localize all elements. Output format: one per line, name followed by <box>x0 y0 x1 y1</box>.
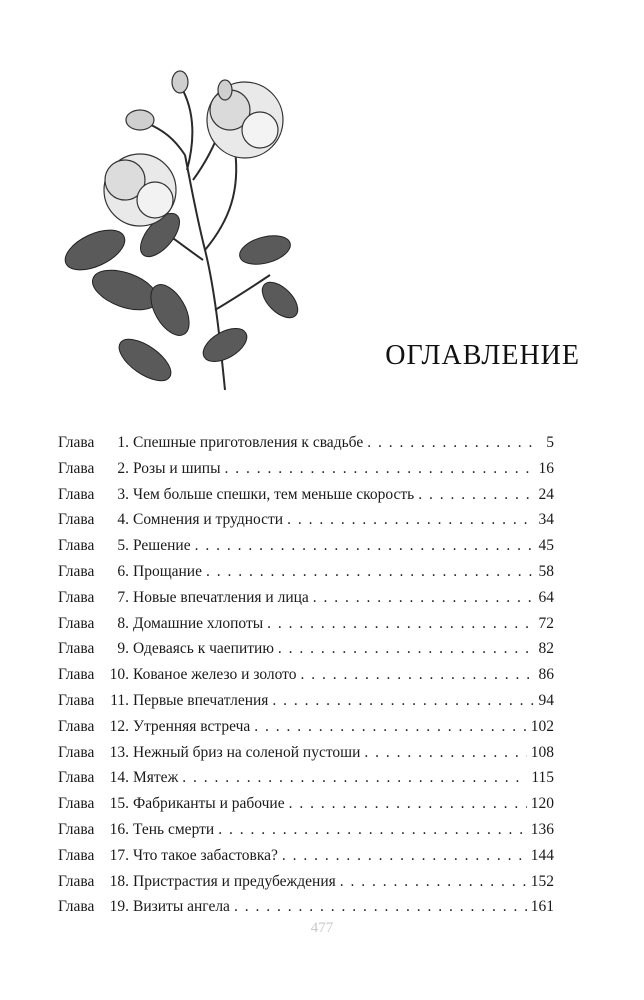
toc-entry-title: Пристрастия и предубеждения <box>133 872 336 890</box>
toc-leader-dots <box>182 765 527 791</box>
toc-entry-page: 45 <box>538 537 554 555</box>
toc-entry-label: Глава <box>58 511 95 529</box>
toc-entry-page: 161 <box>530 898 554 916</box>
toc-entry-label: Глава <box>58 537 95 555</box>
toc-entry-number: 10. <box>109 666 129 684</box>
toc-entry-title: Розы и шипы <box>133 459 221 477</box>
toc-entry-title: Чем больше спешки, тем меньше скорость <box>133 485 415 503</box>
toc-leader-dots <box>418 482 534 508</box>
toc-entry-number: 13. <box>109 743 129 761</box>
toc-entry[interactable] <box>58 611 554 637</box>
toc-entry-page: 115 <box>531 769 554 787</box>
toc-entry[interactable] <box>58 894 554 920</box>
toc-entry-number: 5. <box>117 537 129 555</box>
toc-entry-number: 19. <box>109 898 129 916</box>
toc-entry-label: Глава <box>58 717 95 735</box>
toc-entry-page: 86 <box>538 666 554 684</box>
toc-entry-title: Что такое забастовка? <box>133 846 278 864</box>
toc-entry-number: 2. <box>117 459 129 477</box>
toc-entry-title: Мятеж <box>133 769 179 787</box>
toc-leader-dots <box>267 611 534 637</box>
toc-entry-page: 24 <box>538 485 554 503</box>
toc-entry-number: 16. <box>109 820 129 838</box>
toc-entry-title: Домашние хлопоты <box>133 614 264 632</box>
toc-entry[interactable] <box>58 740 554 766</box>
toc-entry-page: 16 <box>538 459 554 477</box>
toc-entry-label: Глава <box>58 640 95 658</box>
toc-entry-label: Глава <box>58 691 95 709</box>
toc-entry-page: 152 <box>530 872 554 890</box>
toc-entry-number: 4. <box>117 511 129 529</box>
toc-entry-page: 5 <box>546 434 554 451</box>
toc-leader-dots <box>278 636 535 662</box>
toc-entry-title: Тень смерти <box>133 820 215 838</box>
toc-leader-dots <box>234 894 527 920</box>
toc-entry-number: 8. <box>117 614 129 632</box>
toc-entry[interactable] <box>58 482 554 508</box>
toc-entry[interactable] <box>58 869 554 895</box>
page-number: 477 <box>310 920 334 936</box>
toc-entry[interactable] <box>58 765 554 791</box>
toc-entry-title: Визиты ангела <box>133 898 230 916</box>
toc-entry-number: 14. <box>109 769 129 787</box>
toc-entry-number: 11. <box>110 691 129 709</box>
toc-entry[interactable] <box>58 456 554 482</box>
toc-entry[interactable] <box>58 662 554 688</box>
toc-entry-number: 7. <box>117 588 129 606</box>
toc-entry-number: 1. <box>117 434 129 451</box>
toc-entry-label: Глава <box>58 846 95 864</box>
toc-leader-dots <box>313 585 535 611</box>
toc-entry-label: Глава <box>58 743 95 761</box>
toc-entry-label: Глава <box>58 562 95 580</box>
toc-entry[interactable] <box>58 559 554 585</box>
toc-entry-title: Спешные приготовления к свадьбе <box>133 434 364 451</box>
toc-entry-label: Глава <box>58 485 95 503</box>
toc-leader-dots <box>206 559 535 585</box>
toc-entry-title: Решение <box>133 537 191 555</box>
toc-entry[interactable] <box>58 430 554 456</box>
toc-entry[interactable] <box>58 791 554 817</box>
toc-entry-label: Глава <box>58 898 95 916</box>
page-title: ОГЛАВЛЕНИЕ <box>385 340 580 371</box>
toc-entry-page: 58 <box>538 562 554 580</box>
toc-entry-label: Глава <box>58 820 95 838</box>
toc-entry-title: Утренняя встреча <box>133 717 251 735</box>
toc-leader-dots <box>272 688 534 714</box>
toc-entry-page: 94 <box>538 691 554 709</box>
toc-entry-label: Глава <box>58 459 95 477</box>
toc-entry-page: 82 <box>538 640 554 658</box>
toc-entry-page: 120 <box>530 795 554 813</box>
toc-leader-dots <box>225 456 535 482</box>
toc-entry-title: Новые впечатления и лица <box>133 588 309 606</box>
toc-entry-label: Глава <box>58 769 95 787</box>
toc-entry-page: 102 <box>530 717 554 735</box>
toc-entry[interactable] <box>58 714 554 740</box>
toc-entry-title: Кованое железо и золото <box>133 666 297 684</box>
toc-leader-dots <box>364 740 526 766</box>
toc-entry-title: Фабриканты и рабочие <box>133 795 285 813</box>
toc-leader-dots <box>218 817 527 843</box>
toc-entry-page: 34 <box>538 511 554 529</box>
toc-leader-dots <box>340 869 527 895</box>
toc-entry[interactable] <box>58 843 554 869</box>
toc-entry-label: Глава <box>58 434 95 451</box>
toc-entry-title: Сомнения и трудности <box>133 511 284 529</box>
toc-entry[interactable] <box>58 585 554 611</box>
toc-entry-page: 136 <box>530 820 554 838</box>
toc-leader-dots <box>287 507 534 533</box>
toc-entry-number: 6. <box>117 562 129 580</box>
toc-entry-label: Глава <box>58 795 95 813</box>
toc-leader-dots <box>367 430 540 456</box>
toc-entry-title: Первые впечатления <box>133 691 269 709</box>
toc-leader-dots <box>282 843 527 869</box>
toc-entry-page: 64 <box>538 588 554 606</box>
toc-entry[interactable] <box>58 817 554 843</box>
toc-entry-number: 9. <box>117 640 129 658</box>
toc-entry[interactable] <box>58 533 554 559</box>
toc-entry-number: 3. <box>117 485 129 503</box>
toc-entry-page: 144 <box>530 846 554 864</box>
toc-entry-number: 15. <box>109 795 129 813</box>
toc-leader-dots <box>289 791 527 817</box>
toc-entry-label: Глава <box>58 666 95 684</box>
toc-entry-label: Глава <box>58 872 95 890</box>
toc-leader-dots <box>195 533 535 559</box>
toc-entry-page: 108 <box>530 743 554 761</box>
toc-entry-title: Нежный бриз на соленой пустоши <box>133 743 361 761</box>
toc-leader-dots <box>254 714 526 740</box>
toc-entry[interactable] <box>58 636 554 662</box>
toc-entry-label: Глава <box>58 588 95 606</box>
toc-leader-dots <box>301 662 535 688</box>
toc-entry-number: 17. <box>109 846 129 864</box>
toc-entry-page: 72 <box>538 614 554 632</box>
toc-entry-number: 12. <box>109 717 129 735</box>
toc-entry-number: 18. <box>109 872 129 890</box>
table-of-contents <box>58 430 554 920</box>
toc-entry[interactable] <box>58 507 554 533</box>
toc-entry-title: Прощание <box>133 562 202 580</box>
toc-entry[interactable] <box>58 688 554 714</box>
rose-illustration <box>55 60 315 400</box>
toc-entry-label: Глава <box>58 614 95 632</box>
toc-entry-title: Одеваясь к чаепитию <box>133 640 274 658</box>
